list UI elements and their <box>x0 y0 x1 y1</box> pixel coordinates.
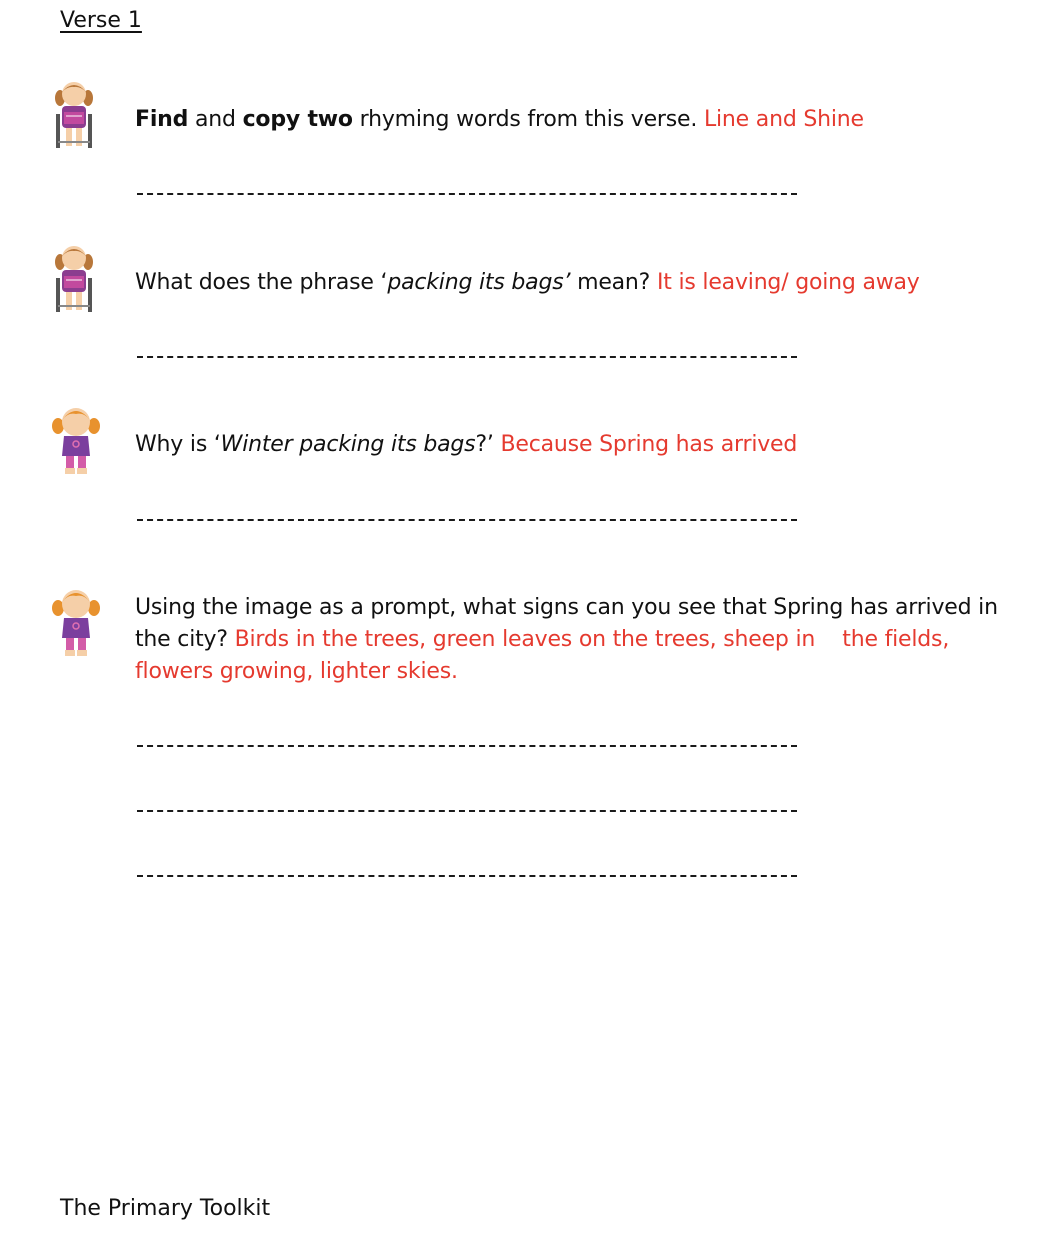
answer-4: Birds in the trees, green leaves on the trees, sheep in the fields, flowers growing, lighter skies. <box>135 627 956 684</box>
worksheet-heading: Verse 1 <box>60 8 142 33</box>
answer-line <box>137 193 797 195</box>
answer-2: It is leaving/ going away <box>656 270 920 295</box>
girl-wheelchair-reading-icon <box>50 242 98 322</box>
girl-wheelchair-reading-icon <box>50 78 98 158</box>
girl-standing-icon <box>50 404 102 484</box>
answer-line <box>137 745 797 747</box>
footer-credit: The Primary Toolkit <box>60 1196 271 1221</box>
girl-standing-icon <box>50 586 102 666</box>
answer-3: Because Spring has arrived <box>500 432 798 457</box>
answer-1: Line and Shine <box>703 107 864 132</box>
question-1: Find and copy two rhyming words from this verse. Line and Shine <box>135 107 864 132</box>
answer-line <box>137 810 797 812</box>
question-3: Why is ‘Winter packing its bags?’ Because Spring has arrived <box>135 432 798 457</box>
question-4: Using the image as a prompt, what signs can you see that Spring has arrived in the city? Birds in the trees, green leaves on the trees, sheep in the fields, flowers growing, lighter skies. <box>135 595 998 684</box>
answer-line <box>137 356 797 358</box>
question-2: What does the phrase ‘packing its bags’ mean? It is leaving/ going away <box>135 270 920 295</box>
answer-line <box>137 519 797 521</box>
answer-line <box>137 875 797 877</box>
